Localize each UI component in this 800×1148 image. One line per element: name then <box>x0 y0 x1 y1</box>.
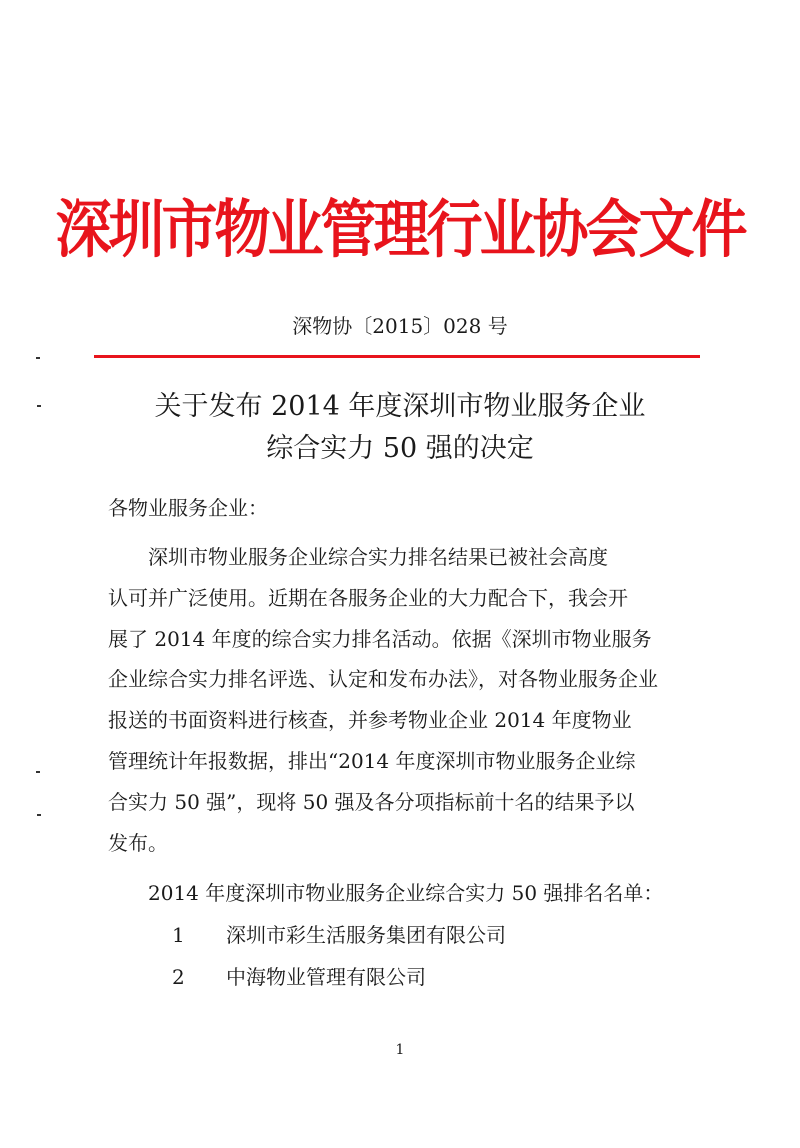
scan-margin-mark <box>37 814 41 816</box>
masthead-title: 深圳市物业管理行业协会文件 <box>55 194 745 267</box>
title-line-2: 综合实力 50 强的决定 <box>266 433 534 464</box>
body-line-7: 合实力 50 强”，现将 50 强及各分项指标前十名的结果予以 <box>108 789 635 814</box>
list-item-number: 1 <box>172 923 185 947</box>
document-title <box>0 386 800 470</box>
red-divider-line <box>94 355 700 358</box>
scan-margin-mark <box>36 771 40 773</box>
body-line-2: 认可并广泛使用。近期在各服务企业的大力配合下，我会开 <box>108 585 628 610</box>
list-item <box>0 920 800 960</box>
list-item <box>0 962 800 1002</box>
body-line-3: 展了 2014 年度的综合实力排名活动。依据《深圳市物业服务 <box>108 626 652 651</box>
body-line-8: 发布。 <box>108 830 168 855</box>
scan-margin-mark <box>36 357 40 359</box>
list-item-number: 2 <box>172 965 185 989</box>
list-item-company: 中海物业管理有限公司 <box>226 965 426 989</box>
body-line-1: 深圳市物业服务企业综合实力排名结果已被社会高度 <box>108 545 608 569</box>
list-heading: 2014 年度深圳市物业服务企业综合实力 50 强排名名单： <box>148 881 664 905</box>
body-line-6: 管理统计年报数据，排出“2014 年度深圳市物业服务企业综 <box>108 748 636 773</box>
body-paragraph <box>108 537 698 863</box>
document-number: 深物协〔2015〕028 号 <box>292 314 508 338</box>
title-line-1: 关于发布 2014 年度深圳市物业服务企业 <box>154 391 646 422</box>
body-line-4: 企业综合实力排名评选、认定和发布办法》，对各物业服务企业 <box>108 667 658 692</box>
body-line-5: 报送的书面资料进行核查，并参考物业企业 2014 年度物业 <box>108 708 632 733</box>
page-number: 1 <box>395 1042 405 1058</box>
salutation: 各物业服务企业： <box>108 496 268 520</box>
list-item-company: 深圳市彩生活服务集团有限公司 <box>226 923 506 947</box>
scan-margin-mark <box>37 405 41 407</box>
